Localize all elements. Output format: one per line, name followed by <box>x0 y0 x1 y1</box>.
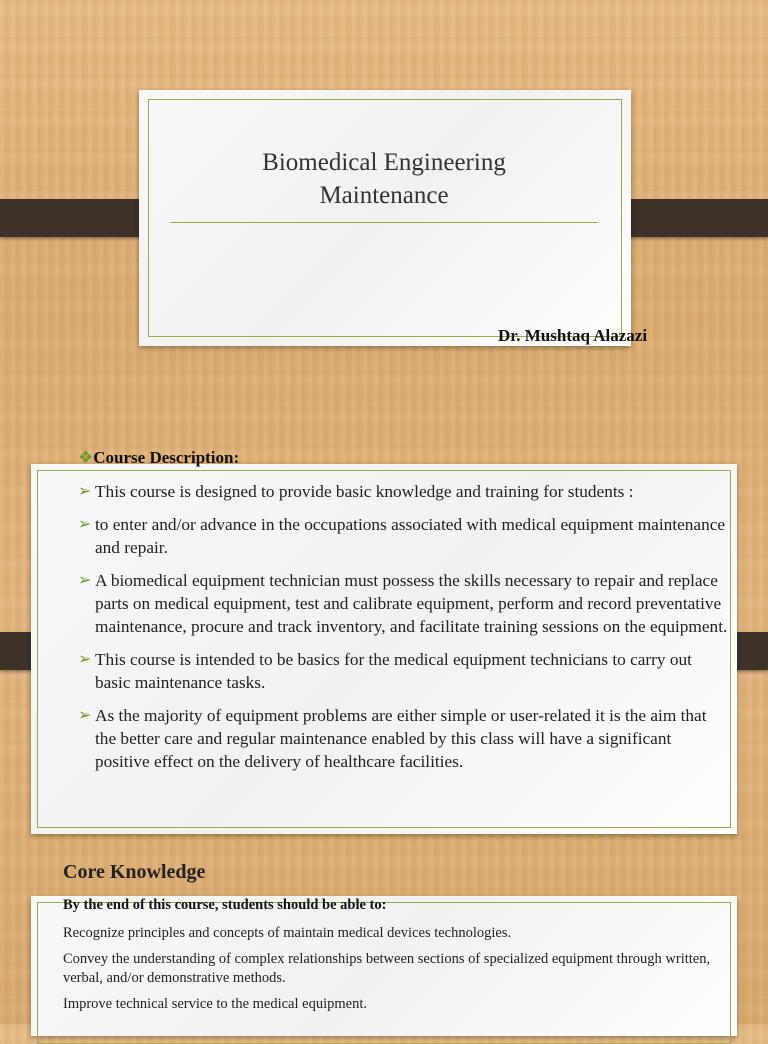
title-divider <box>170 222 598 223</box>
item-text: Improve technical service to the medical equipment. <box>63 996 367 1012</box>
core-knowledge-list <box>63 924 753 1021</box>
title-card-border <box>148 99 622 337</box>
arrow-bullet-icon: ➢ <box>78 483 92 500</box>
bullet-text: This course is intended to be basics for the medical equipment technicians to carry out basic maintenance tasks. <box>95 650 692 692</box>
list-item <box>78 513 728 559</box>
title-card <box>139 90 631 346</box>
list-item <box>63 924 753 943</box>
bullet-text: This course is designed to provide basic knowledge and training for students : <box>95 482 634 501</box>
title-line-1: Biomedical Engineering <box>262 149 506 176</box>
course-description-heading <box>78 448 239 468</box>
core-knowledge-subtitle: By the end of this course, students should be able to: <box>63 897 387 913</box>
right-decor-band <box>613 199 768 237</box>
item-text: Convey the understanding of complex relationships between sections of specialized equipment through written, verbal, and/or demonstrative methods. <box>63 951 711 986</box>
bullet-text: As the majority of equipment problems are either simple or user-related it is the aim that the better care and regular maintenance enabled by this class will have a significant positive effect on the delivery of healthcare facilities. <box>95 706 707 771</box>
arrow-bullet-icon: ➢ <box>78 707 92 724</box>
course-description-label: Course Description: <box>93 448 240 467</box>
bullet-text: A biomedical equipment technician must possess the skills necessary to repair and replace parts on medical equipment, test and calibrate equipment, perform and record preventative maintenance, procure and track inventory, and facilitate training sessions on the equipment. <box>95 571 728 636</box>
left-decor-band <box>0 199 156 237</box>
list-item <box>78 648 728 694</box>
title-slide <box>0 0 768 420</box>
list-item <box>63 950 753 988</box>
list-item <box>78 480 728 503</box>
slide-title <box>170 146 598 212</box>
diamond-bullet-icon: ❖ <box>78 448 94 467</box>
author-name: Dr. Mushtaq Alazazi <box>498 326 648 345</box>
core-knowledge-slide <box>0 848 768 1024</box>
core-knowledge-heading: Core Knowledge <box>63 861 206 883</box>
list-item <box>63 995 753 1014</box>
arrow-bullet-icon: ➢ <box>78 572 92 589</box>
description-bullet-list <box>78 480 728 783</box>
course-description-slide <box>0 420 768 848</box>
list-item <box>78 704 728 773</box>
title-line-2: Maintenance <box>319 182 449 209</box>
arrow-bullet-icon: ➢ <box>78 516 92 533</box>
arrow-bullet-icon: ➢ <box>78 651 92 668</box>
item-text: Recognize principles and concepts of maintain medical devices technologies. <box>63 925 512 941</box>
list-item <box>78 569 728 638</box>
bullet-text: to enter and/or advance in the occupations associated with medical equipment maintenance and repair. <box>95 515 726 557</box>
